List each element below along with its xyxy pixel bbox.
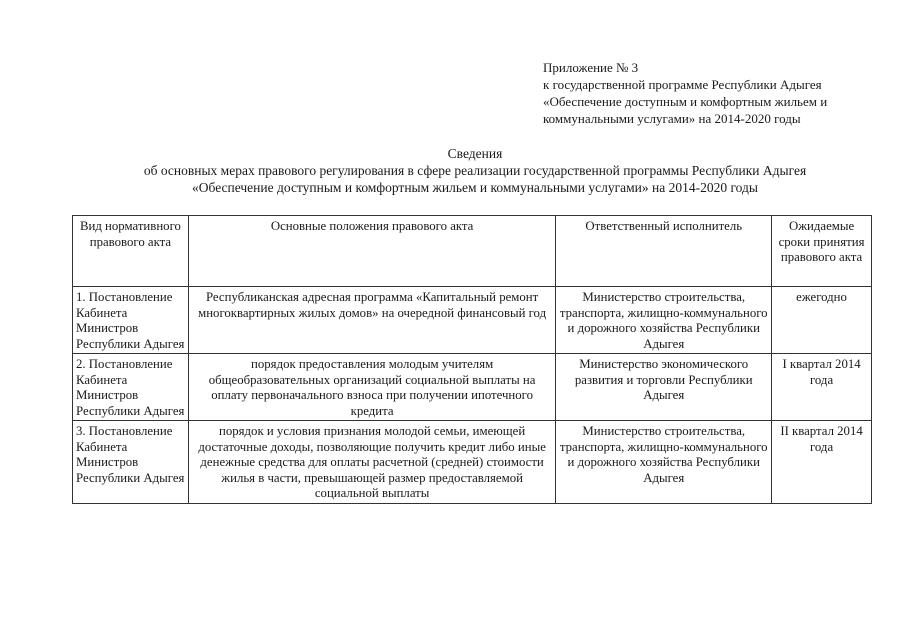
cell-term: I квартал 2014 года <box>772 354 872 421</box>
cell-provisions: Республиканская адресная программа «Капитальный ремонт многоквартирных жилых домов» на очередной финансовый год <box>188 287 556 354</box>
table-row <box>73 287 872 354</box>
header-act-type: Вид нормативного правового акта <box>73 216 189 287</box>
header-provisions: Основные положения правового акта <box>188 216 556 287</box>
table-row <box>73 354 872 421</box>
cell-executor: Министерство строительства, транспорта, жилищно-коммунального и дорожного хозяйства Республики Адыгея <box>556 421 772 504</box>
heading-title: Сведения <box>447 146 503 161</box>
cell-provisions: порядок предоставления молодым учителям общеобразовательных организаций социальной выплаты на оплату первоначального взноса при получении ипотечного кредита <box>188 354 556 421</box>
cell-act-type: 3. Постановление Кабинета Министров Республики Адыгея <box>73 421 189 504</box>
heading-subtitle: «Обеспечение доступным и комфортным жильем и коммунальными услугами» на 2014-2020 годы <box>192 180 758 195</box>
heading-subtitle: об основных мерах правового регулирования в сфере реализации государственной программы Республики Адыгея <box>143 163 807 178</box>
appendix-line: Приложение № 3 <box>543 60 639 75</box>
cell-act-type: 1. Постановление Кабинета Министров Республики Адыгея <box>73 287 189 354</box>
cell-term: ежегодно <box>772 287 872 354</box>
appendix-line: «Обеспечение доступным и комфортным жильем и <box>543 94 828 109</box>
header-term: Ожидаемые сроки принятия правового акта <box>772 216 872 287</box>
cell-executor: Министерство экономического развития и торговли Республики Адыгея <box>556 354 772 421</box>
table-row <box>73 421 872 504</box>
header-executor: Ответственный исполнитель <box>556 216 772 287</box>
table-header-row <box>73 216 872 287</box>
cell-act-type: 2. Постановление Кабинета Министров Республики Адыгея <box>73 354 189 421</box>
cell-executor: Министерство строительства, транспорта, жилищно-коммунального и дорожного хозяйства Республики Адыгея <box>556 287 772 354</box>
cell-term: II квартал 2014 года <box>772 421 872 504</box>
measures-table <box>72 215 872 504</box>
appendix-note <box>543 59 893 127</box>
document-heading <box>60 145 890 196</box>
cell-provisions: порядок и условия признания молодой семьи, имеющей достаточные доходы, позволяющие получить кредит либо иные денежные средства для оплаты расчетной (средней) стоимости жилья в части, превышающей размер предоставляемой социальной выплаты <box>188 421 556 504</box>
appendix-line: коммунальными услугами» на 2014-2020 годы <box>543 111 801 126</box>
appendix-line: к государственной программе Республики Адыгея <box>543 77 822 92</box>
